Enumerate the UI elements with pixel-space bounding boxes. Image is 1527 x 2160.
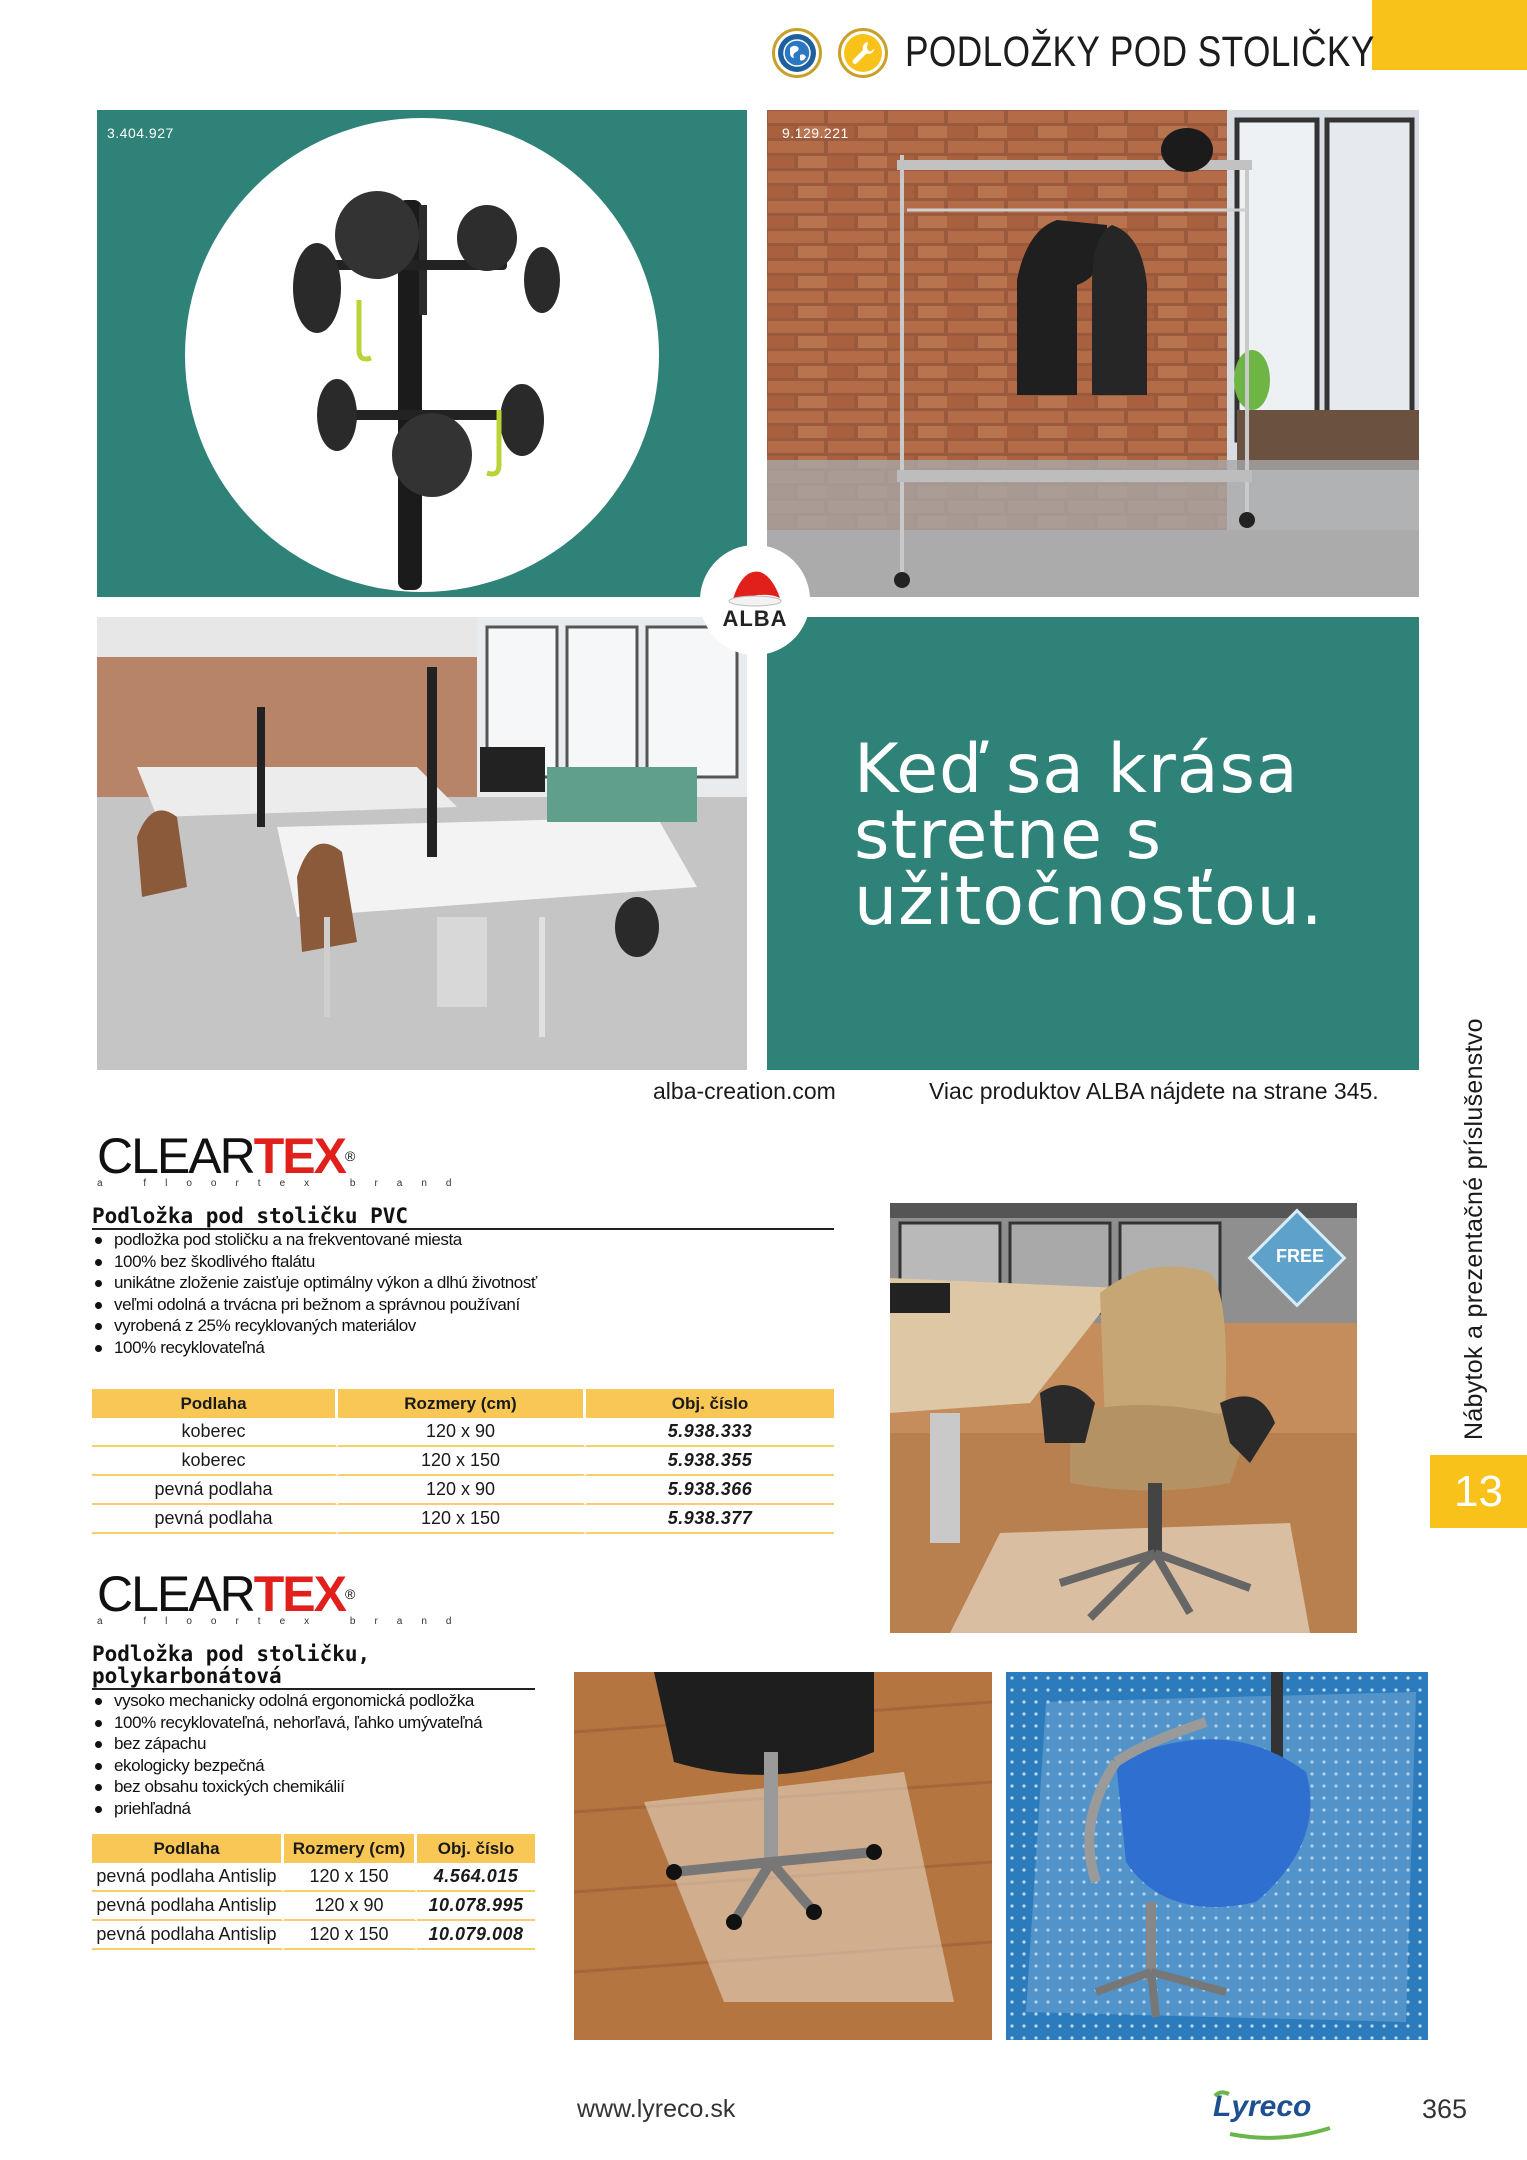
table-cell: 120 x 90 — [284, 1892, 417, 1921]
chair-mat-photo — [890, 1203, 1357, 1633]
column-header: Obj. číslo — [417, 1834, 535, 1863]
banner-line: užitočnosťou. — [854, 862, 1324, 941]
office-image — [97, 617, 747, 1070]
table-cell: pevná podlaha Antislip — [92, 1892, 284, 1921]
globe-icon — [772, 28, 822, 78]
table-cell: koberec — [92, 1447, 338, 1476]
column-header: Podlaha — [92, 1389, 338, 1418]
logo-clear: CLEAR — [97, 1566, 254, 1622]
free-badge-text: FREE — [1275, 1246, 1324, 1266]
product-features — [92, 1229, 652, 1358]
wrench-icon — [838, 28, 888, 78]
lyreco-logo: Lyreco — [1213, 2090, 1312, 2123]
logo-tex: TEX — [253, 1566, 345, 1622]
table-cell: 120 x 150 — [284, 1863, 417, 1892]
table-cell: pevná podlaha — [92, 1476, 338, 1505]
garment-rack-image — [767, 110, 1419, 597]
table-row — [92, 1863, 535, 1892]
product-code: 3.404.927 — [107, 125, 174, 141]
feature-item: bez obsahu toxických chemikálií — [92, 1776, 612, 1798]
section-label: Nábytok a prezentačné príslušenstvo — [1460, 1018, 1488, 1440]
table-cell: 120 x 90 — [338, 1418, 586, 1447]
website-link[interactable]: alba-creation.com — [653, 1078, 836, 1104]
registered-mark: ® — [344, 1586, 354, 1602]
polycarbonate-mat-photo — [574, 1672, 992, 2040]
feature-item: 100% recyklovateľná — [92, 1337, 652, 1359]
column-header: Rozmery (cm) — [338, 1389, 586, 1418]
alba-brand-badge — [700, 545, 810, 655]
page-number: 365 — [1422, 2094, 1468, 2124]
chapter-number: 13 — [1430, 1455, 1527, 1528]
table-row — [92, 1447, 834, 1476]
feature-item: priehľadná — [92, 1798, 612, 1820]
order-number: 5.938.366 — [586, 1476, 834, 1505]
table-row — [92, 1418, 834, 1447]
footer-url[interactable]: www.lyreco.sk — [577, 2095, 736, 2123]
order-number: 10.078.995 — [417, 1892, 535, 1921]
feature-item: veľmi odolná a trvácna pri bežnom a správnou používaní — [92, 1294, 652, 1316]
cleartex-logo — [97, 1130, 471, 1189]
feature-item: 100% bez škodlivého ftalátu — [92, 1251, 652, 1273]
coat-stand-image — [97, 110, 747, 597]
feature-item: podložka pod stoličku a na frekventované miesta — [92, 1229, 652, 1251]
logo-subtitle: a floortex brand — [97, 1616, 471, 1627]
product-title: Podložka pod stoličku PVC — [92, 1205, 834, 1230]
promo-banner — [767, 617, 1419, 1070]
feature-item: 100% recyklovateľná, nehorľavá, ľahko umývateľná — [92, 1712, 612, 1734]
product-features — [92, 1690, 612, 1819]
product-title — [92, 1643, 535, 1690]
table-row — [92, 1921, 535, 1950]
logo-tex: TEX — [253, 1128, 345, 1184]
product-spec-table — [92, 1834, 535, 1950]
table-cell: 120 x 150 — [284, 1921, 417, 1950]
product-title-line: Podložka pod stoličku, — [92, 1642, 371, 1666]
cleartex-logo — [97, 1568, 471, 1627]
table-row — [92, 1476, 834, 1505]
logo-clear: CLEAR — [97, 1128, 254, 1184]
banner-line: stretne s — [854, 796, 1163, 875]
table-cell: pevná podlaha — [92, 1505, 338, 1534]
order-number: 5.938.355 — [586, 1447, 834, 1476]
header-accent-tab — [1372, 0, 1527, 70]
column-header: Podlaha — [92, 1834, 284, 1863]
order-number: 10.079.008 — [417, 1921, 535, 1950]
column-header: Rozmery (cm) — [284, 1834, 417, 1863]
table-row — [92, 1505, 834, 1534]
alba-logo-text: ALBA — [722, 606, 788, 631]
feature-item: bez zápachu — [92, 1733, 612, 1755]
table-cell: 120 x 150 — [338, 1447, 586, 1476]
feature-item: vysoko mechanicky odolná ergonomická podložka — [92, 1690, 612, 1712]
more-products-note: Viac produktov ALBA nájdete na strane 345. — [929, 1078, 1379, 1104]
feature-item: ekologicky bezpečná — [92, 1755, 612, 1777]
table-cell: koberec — [92, 1418, 338, 1447]
product-title-line: polykarbonátová — [92, 1664, 282, 1688]
order-number: 5.938.377 — [586, 1505, 834, 1534]
registered-mark: ® — [344, 1148, 354, 1164]
antislip-mat-photo — [1006, 1672, 1428, 2040]
order-number: 5.938.333 — [586, 1418, 834, 1447]
table-cell: 120 x 150 — [338, 1505, 586, 1534]
product-spec-table — [92, 1389, 834, 1534]
feature-item: unikátne zloženie zaisťuje optimálny výkon a dlhú životnosť — [92, 1272, 652, 1294]
page-title: PODLOŽKY POD STOLIČKY — [905, 28, 1375, 76]
table-cell: pevná podlaha Antislip — [92, 1921, 284, 1950]
order-number: 4.564.015 — [417, 1863, 535, 1892]
alba-logo-icon — [722, 568, 788, 608]
table-row — [92, 1892, 535, 1921]
table-cell: pevná podlaha Antislip — [92, 1863, 284, 1892]
column-header: Obj. číslo — [586, 1389, 834, 1418]
logo-subtitle: a floortex brand — [97, 1178, 471, 1189]
lyreco-swoosh-icon — [1210, 2090, 1340, 2140]
product-code: 9.129.221 — [782, 125, 849, 141]
banner-line: Keď sa krása — [854, 730, 1299, 809]
feature-item: vyrobená z 25% recyklovaných materiálov — [92, 1315, 652, 1337]
table-cell: 120 x 90 — [338, 1476, 586, 1505]
